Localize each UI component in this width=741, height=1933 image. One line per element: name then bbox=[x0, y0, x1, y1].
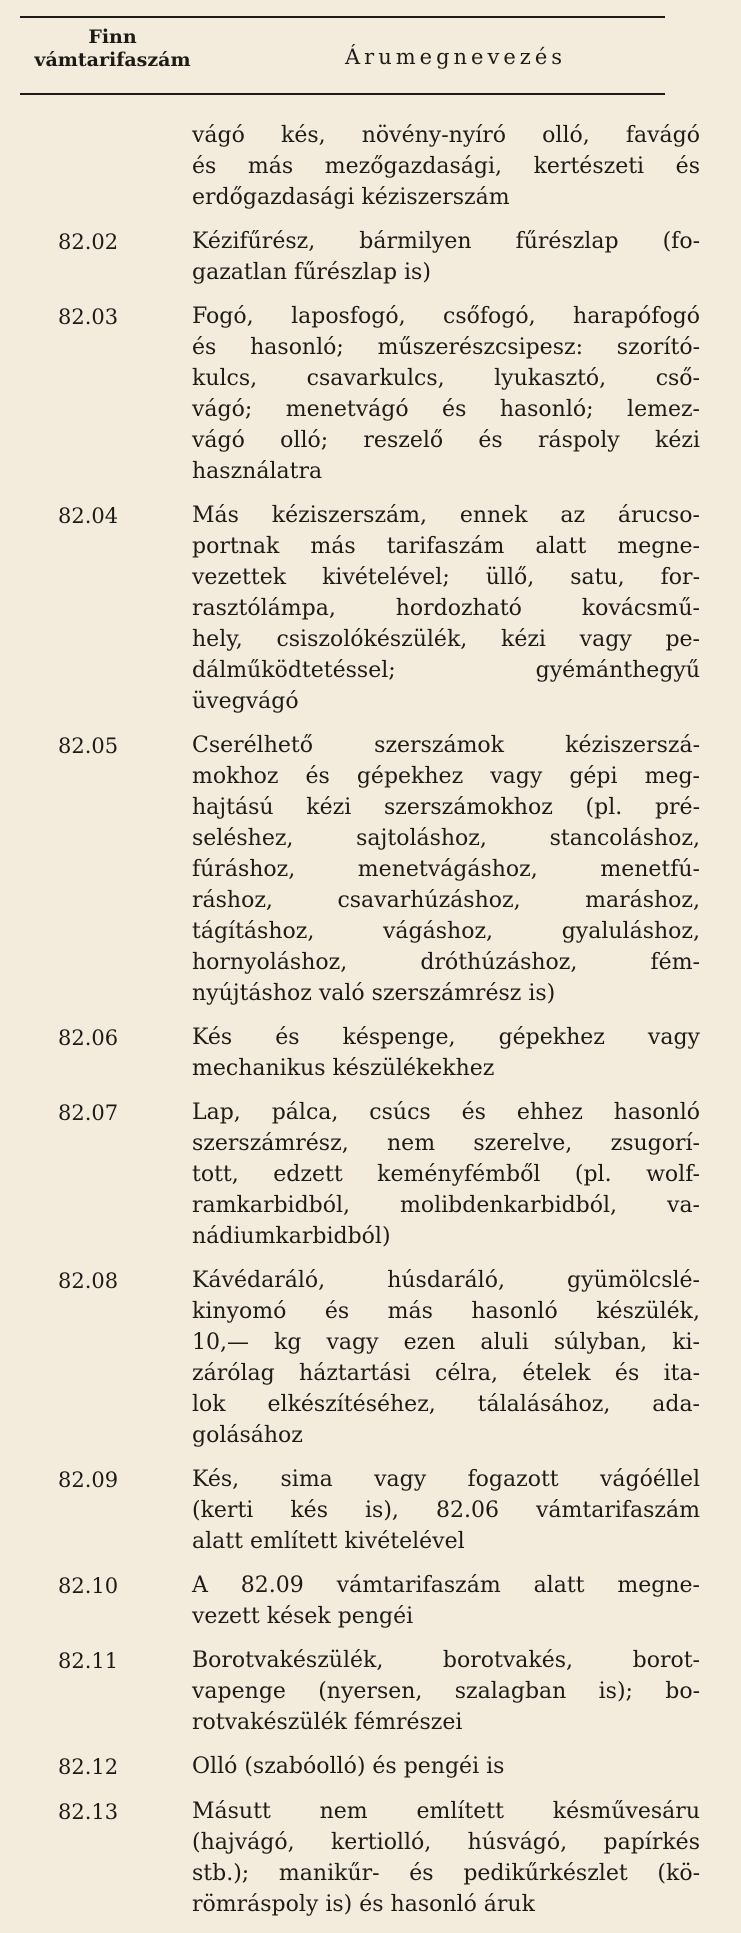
description-line: ramkarbidból, molibdenkarbidból, va- bbox=[192, 1193, 700, 1218]
tariff-code: 82.07 bbox=[58, 1101, 119, 1125]
description-line: Kés, sima vagy fogazott vágóéllel bbox=[192, 1467, 700, 1492]
top-rule bbox=[20, 16, 665, 18]
code-column-header bbox=[20, 26, 205, 72]
description-line: römráspoly is) és hasonló áruk bbox=[192, 1892, 535, 1917]
tariff-code bbox=[58, 120, 120, 213]
description-line: erdőgazdasági kéziszerszám bbox=[192, 185, 510, 210]
goods-description bbox=[192, 1796, 700, 1920]
code-header-line1: Finn bbox=[88, 26, 137, 48]
tariff-code: 82.11 bbox=[58, 1649, 119, 1673]
description-line: lok elkészítéséhez, tálalásához, ada- bbox=[192, 1392, 700, 1417]
tariff-code: 82.02 bbox=[58, 230, 119, 254]
tariff-code: 82.10 bbox=[58, 1574, 119, 1598]
description-line: A 82.09 vámtarifaszám alatt megne- bbox=[192, 1573, 700, 1598]
description-line: tágításhoz, vágáshoz, gyaluláshoz, bbox=[192, 919, 700, 944]
tariff-code: 82.03 bbox=[58, 305, 119, 329]
description-line: Kávédaráló, húsdaráló, gyümölcslé- bbox=[192, 1268, 700, 1293]
goods-description bbox=[192, 1645, 700, 1738]
description-line: vapenge (nyersen, szalagban is); bo- bbox=[192, 1679, 700, 1704]
description-line: portnak más tarifaszám alatt megne- bbox=[192, 534, 700, 559]
description-line: 10,— kg vagy ezen aluli súlyban, ki- bbox=[192, 1330, 700, 1355]
description-line: (hajvágó, kertiolló, húsvágó, papírkés bbox=[192, 1830, 700, 1855]
description-line: Másutt nem említett késművesáru bbox=[192, 1799, 700, 1824]
goods-description bbox=[192, 1022, 700, 1084]
description-line: dálműködtetéssel; gyémánthegyű bbox=[192, 658, 700, 683]
description-line: tott, edzett keményfémből (pl. wolf- bbox=[192, 1162, 700, 1187]
tariff-entry bbox=[0, 500, 741, 717]
tariff-entry bbox=[0, 1570, 741, 1632]
tariff-code: 82.04 bbox=[58, 504, 119, 528]
tariff-entry bbox=[0, 120, 741, 213]
tariff-code: 82.09 bbox=[58, 1468, 119, 1492]
description-line: Fogó, laposfogó, csőfogó, harapófogó bbox=[192, 304, 700, 329]
description-line: gazatlan fűrészlap is) bbox=[192, 260, 431, 285]
description-line: hornyoláshoz, dróthúzáshoz, fém- bbox=[192, 950, 700, 975]
description-line: kulcs, csavarkulcs, lyukasztó, cső- bbox=[192, 366, 700, 391]
tariff-entry bbox=[0, 226, 741, 288]
tariff-code: 82.13 bbox=[58, 1800, 119, 1824]
header-rule bbox=[20, 93, 665, 95]
tariff-entries bbox=[0, 120, 741, 1933]
tariff-entry bbox=[0, 1097, 741, 1252]
description-line: Olló (szabóolló) és pengéi is bbox=[192, 1754, 505, 1779]
tariff-code: 82.08 bbox=[58, 1269, 119, 1293]
tariff-entry bbox=[0, 1464, 741, 1557]
description-line: fúráshoz, menetvágáshoz, menetfú- bbox=[192, 857, 700, 882]
description-line: hajtású kézi szerszámokhoz (pl. pré- bbox=[192, 795, 700, 820]
description-line: Borotvakészülék, borotvakés, borot- bbox=[192, 1648, 700, 1673]
tariff-code: 82.12 bbox=[58, 1755, 119, 1779]
description-line: kinyomó és más hasonló készülék, bbox=[192, 1299, 700, 1324]
description-line: nádiumkarbidból) bbox=[192, 1224, 391, 1249]
description-column-header: Árumegnevezés bbox=[345, 45, 567, 69]
description-line: vezett kések pengéi bbox=[192, 1604, 414, 1629]
description-line: zárólag háztartási célra, ételek és ita- bbox=[192, 1361, 700, 1386]
description-line: seléshez, sajtoláshoz, stancoláshoz, bbox=[192, 826, 700, 851]
tariff-entry bbox=[0, 1022, 741, 1084]
description-line: (kerti kés is), 82.06 vámtarifaszám bbox=[192, 1498, 700, 1523]
tariff-entry bbox=[0, 301, 741, 487]
tariff-code: 82.05 bbox=[58, 734, 119, 758]
goods-description bbox=[192, 730, 700, 1009]
description-line: mokhoz és gépekhez vagy gépi meg- bbox=[192, 764, 700, 789]
description-line: szerszámrész, nem szerelve, zsugorí- bbox=[192, 1131, 700, 1156]
tariff-entry bbox=[0, 1796, 741, 1920]
description-line: vágó; menetvágó és hasonló; lemez- bbox=[192, 397, 700, 422]
description-line: vágó kés, növény-nyíró olló, favágó bbox=[192, 123, 700, 148]
description-line: vezettek kivételével; üllő, satu, for- bbox=[192, 565, 700, 590]
description-line: golásához bbox=[192, 1423, 303, 1448]
description-line: Kés és késpenge, gépekhez vagy bbox=[192, 1025, 700, 1050]
tariff-entry bbox=[0, 1751, 741, 1783]
tariff-code: 82.06 bbox=[58, 1026, 119, 1050]
description-line: Lap, pálca, csúcs és ehhez hasonló bbox=[192, 1100, 700, 1125]
code-header-line2: vámtarifaszám bbox=[34, 49, 191, 71]
goods-description bbox=[192, 1097, 700, 1252]
description-line: Kézifűrész, bármilyen fűrészlap (fo- bbox=[192, 229, 700, 254]
description-line: és hasonló; műszerészcsipesz: szorító- bbox=[192, 335, 700, 360]
goods-description bbox=[192, 1751, 700, 1783]
description-line: alatt említett kivételével bbox=[192, 1529, 465, 1554]
description-line: rotvakészülék fémrészei bbox=[192, 1710, 463, 1735]
goods-description bbox=[192, 1464, 700, 1557]
tariff-entry bbox=[0, 730, 741, 1009]
goods-description bbox=[192, 226, 700, 288]
description-line: használatra bbox=[192, 459, 323, 484]
description-line: mechanikus készülékekhez bbox=[192, 1056, 495, 1081]
goods-description bbox=[192, 1570, 700, 1632]
description-line: nyújtáshoz való szerszámrész is) bbox=[192, 981, 556, 1006]
description-line: és más mezőgazdasági, kertészeti és bbox=[192, 154, 700, 179]
description-line: ráshoz, csavarhúzáshoz, maráshoz, bbox=[192, 888, 700, 913]
description-line: üvegvágó bbox=[192, 689, 299, 714]
goods-description bbox=[192, 301, 700, 487]
description-line: rasztólámpa, hordozható kovácsmű- bbox=[192, 596, 700, 621]
goods-description bbox=[192, 1265, 700, 1451]
description-line: stb.); manikűr- és pedikűrkészlet (kö- bbox=[192, 1861, 700, 1886]
description-line: Cserélhető szerszámok kéziszerszá- bbox=[192, 733, 700, 758]
tariff-entry bbox=[0, 1265, 741, 1451]
description-line: vágó olló; reszelő és ráspoly kézi bbox=[192, 428, 700, 453]
goods-description bbox=[192, 120, 700, 213]
description-line: hely, csiszolókészülék, kézi vagy pe- bbox=[192, 627, 700, 652]
goods-description bbox=[192, 500, 700, 717]
description-line: Más kéziszerszám, ennek az árucso- bbox=[192, 503, 700, 528]
tariff-entry bbox=[0, 1645, 741, 1738]
